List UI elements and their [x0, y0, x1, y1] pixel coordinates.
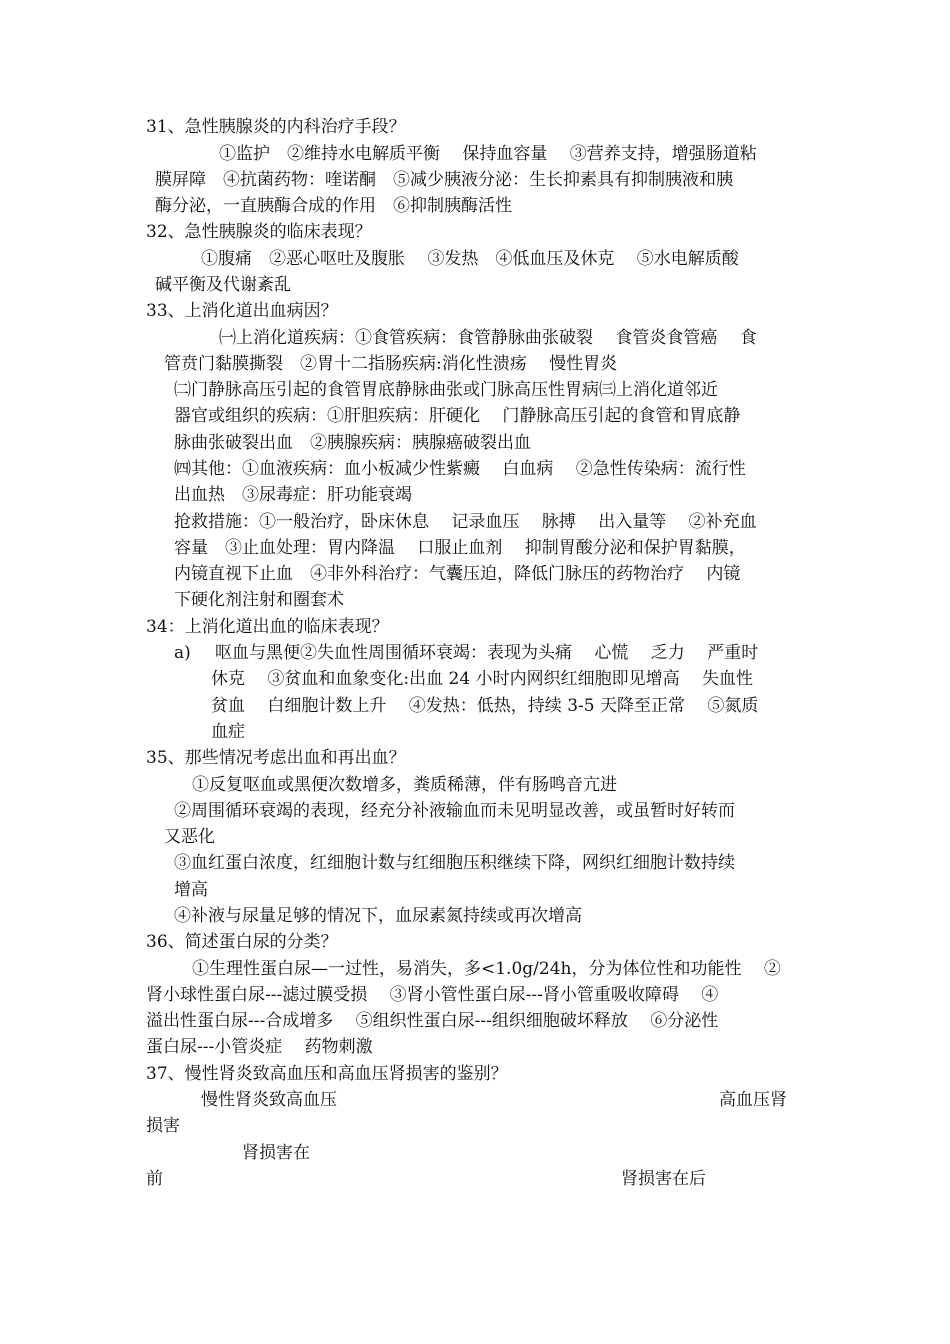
q35-answer-line: ①反复呕血或黑便次数增多，粪质稀薄，伴有肠鸣音亢进: [192, 775, 617, 795]
q32-answer-line: ①腹痛 ②恶心呕吐及腹胀 ③发热 ④低血压及休克 ⑤水电解质酸: [201, 249, 739, 269]
q34-answer-line: 休克 ③贫血和血象变化:出血 24 小时内网织红细胞即见增高 失血性: [211, 669, 753, 689]
q37-right-cell: 肾损害在后: [621, 1169, 706, 1189]
q33-answer-line: 脉曲张破裂出血 ②胰腺疾病：胰腺癌破裂出血: [174, 433, 531, 453]
q31-title: 31、急性胰腺炎的内科治疗手段？: [146, 117, 406, 137]
q33-answer-line: ㈣其他：①血液疾病：血小板减少性紫癜 白血病 ②急性传染病：流行性: [174, 459, 746, 479]
q33-answer-line: ㈠上消化道疾病：①食管疾病：食管静脉曲张破裂 食管炎食管癌 食: [219, 328, 757, 348]
q37-right-column-heading: 高血压肾: [719, 1090, 787, 1110]
q36-answer-line: ①生理性蛋白尿—一过性，易消失，多<1.0g/24h，分为体位性和功能性 ②: [192, 959, 781, 979]
q31-answer-line: 膜屏障 ④抗菌药物：喹诺酮 ⑤减少胰液分泌：生长抑素具有抑制胰液和胰: [155, 170, 733, 190]
q34-list-marker: a): [174, 643, 191, 663]
q33-answer-line: 管贲门黏膜撕裂 ②胃十二指肠疾病:消化性溃疡 慢性胃炎: [164, 354, 618, 374]
q33-answer-line: 下硬化剂注射和圈套术: [174, 590, 344, 610]
q33-answer-line: 出血热 ③尿毒症：肝功能衰竭: [174, 485, 412, 505]
q35-answer-line: 增高: [174, 880, 208, 900]
q34-answer-line: 血症: [211, 722, 245, 742]
q36-answer-line: 溢出性蛋白尿---合成增多 ⑤组织性蛋白尿---组织细胞破坏释放 ⑥分泌性: [146, 1011, 719, 1031]
q35-answer-line: 又恶化: [164, 827, 215, 847]
q37-right-column-heading-cont: 损害: [146, 1116, 180, 1136]
q37-left-column-heading: 慢性肾炎致高血压: [201, 1090, 337, 1110]
q37-title: 37、慢性肾炎致高血压和高血压肾损害的鉴别？: [146, 1064, 508, 1084]
q34-answer-line: 呕血与黑便②失血性周围循环衰竭：表现为头痛 心慌 乏力 严重时: [215, 643, 759, 663]
q34-answer-line: 贫血 白细胞计数上升 ④发热：低热，持续 3-5 天降至正常 ⑤氮质: [211, 696, 759, 716]
q32-answer-line: 碱平衡及代谢紊乱: [155, 275, 291, 295]
q37-left-cell-cont: 前: [146, 1169, 163, 1189]
q35-answer-line: ②周围循环衰竭的表现，经充分补液输血而未见明显改善，或虽暂时好转而: [174, 801, 735, 821]
q33-answer-line: 内镜直视下止血 ④非外科治疗：气囊压迫，降低门脉压的药物治疗 内镜: [174, 564, 741, 584]
q35-title: 35、那些情况考虑出血和再出血？: [146, 748, 406, 768]
q36-answer-line: 肾小球性蛋白尿---滤过膜受损 ③肾小管性蛋白尿---肾小管重吸收障碍 ④: [146, 985, 719, 1005]
q33-answer-line: 容量 ③止血处理：胃内降温 口服止血剂 抑制胃酸分泌和保护胃黏膜，: [174, 538, 746, 558]
q36-title: 36、简述蛋白尿的分类？: [146, 932, 338, 952]
q34-title: 34：上消化道出血的临床表现？: [146, 617, 389, 637]
q33-title: 33、上消化道出血病因？: [146, 301, 338, 321]
q31-answer-line: ①监护 ②维持水电解质平衡 保持血容量 ③营养支持，增强肠道粘: [219, 144, 757, 164]
q31-answer-line: 酶分泌，一直胰酶合成的作用 ⑥抑制胰酶活性: [155, 196, 512, 216]
q37-left-cell: 肾损害在: [242, 1143, 310, 1163]
q33-answer-line: 器官或组织的疾病：①肝胆疾病：肝硬化 门静脉高压引起的食管和胃底静: [174, 406, 741, 426]
q33-answer-line: ㈡门静脉高压引起的食管胃底静脉曲张或门脉高压性胃病㈢上消化道邻近: [174, 380, 718, 400]
q35-answer-line: ③血红蛋白浓度，红细胞计数与红细胞压积继续下降，网织红细胞计数持续: [174, 853, 735, 873]
q33-answer-line: 抢救措施：①一般治疗，卧床休息 记录血压 脉搏 出入量等 ②补充血: [174, 512, 757, 532]
q36-answer-line: 蛋白尿---小管炎症 药物刺激: [146, 1037, 373, 1057]
q35-answer-line: ④补液与尿量足够的情况下，血尿素氮持续或再次增高: [174, 906, 582, 926]
q32-title: 32、急性胰腺炎的临床表现？: [146, 222, 372, 242]
